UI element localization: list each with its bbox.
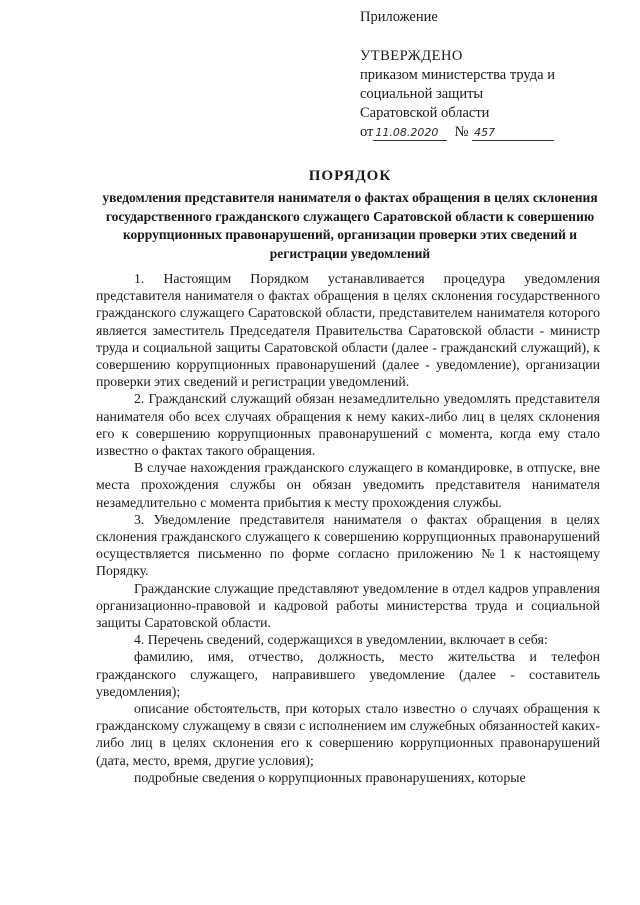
document-subtitle: уведомления представителя нанимателя о фактах обращения в целях склонения государственного гражданского служащего Саратовской области к совершению коррупционных правонарушений, организации проверки этих сведений и регистрации уведомлений — [102, 190, 598, 261]
paragraph: 2. Гражданский служащий обязан незамедлительно уведомлять представителя нанимателя обо всех случаях обращения к нему каких-либо лиц в целях склонения его к совершению коррупционных правонарушений с момента, когда ему стало известно о фактах такого обращения. — [96, 391, 600, 459]
order-date: 11.08.2020 — [373, 126, 447, 141]
order-line-2: социальной защиты — [360, 86, 484, 102]
approval-block — [360, 8, 620, 142]
appendix-label: Приложение — [360, 9, 438, 25]
order-line-3: Саратовской области — [360, 105, 490, 121]
paragraph: В случае нахождения гражданского служащего в командировке, в отпуске, вне места прохождения службы он обязан уведомить представителя нанимателя незамедлительно с момента прибытия к месту прохождения службы. — [96, 460, 600, 510]
paragraph: 3. Уведомление представителя нанимателя о фактах обращения в целях склонения гражданского служащего к совершению коррупционных правонарушений осуществляется письменно по форме согласно приложению №1 к настоящему Порядку. — [96, 511, 600, 579]
document-title-block — [96, 168, 604, 263]
document-title: ПОРЯДОК — [308, 168, 392, 184]
approved-label: УТВЕРЖДЕНО — [360, 48, 463, 64]
paragraph: Гражданские служащие представляют уведомление в отдел кадров управления организационно-правовой и кадровой работы министерства труда и социальной защиты Саратовской области. — [96, 580, 600, 631]
number-prefix: № — [454, 124, 469, 140]
paragraph: подробные сведения о коррупционных правонарушениях, которые — [134, 769, 526, 785]
paragraph: 1. Настоящим Порядком устанавливается процедура уведомления представителя нанимателя о фактах обращения в целях склонения государственного гражданского служащего Саратовской области, представителем нанимателя которого является заместитель Председателя Правительства Саратовской области - министр труда и социальной защиты Саратовской области (далее - гражданский служащий), к совершению коррупционных правонарушений (далее - уведомление), организации проверки этих сведений и регистрации уведомлений. — [96, 271, 600, 390]
order-line-1: приказом министерства труда и — [360, 67, 555, 83]
order-number: 457 — [472, 126, 554, 141]
paragraph: фамилию, имя, отчество, должность, место жительства и телефон гражданского служащего, направившего уведомление (далее - составитель уведомления); — [96, 649, 600, 699]
paragraph: 4. Перечень сведений, содержащихся в уведомлении, включает в себя: — [134, 632, 548, 648]
order-date-line — [360, 123, 620, 142]
date-prefix: от — [360, 124, 374, 140]
document-body — [96, 270, 600, 786]
paragraph: описание обстоятельств, при которых стало известно о случаях обращения к гражданскому служащему в связи с исполнением им служебных обязанностей каких-либо лиц в целях склонения его к совершению коррупционных правонарушений (дата, место, время, другие условия); — [96, 701, 600, 768]
